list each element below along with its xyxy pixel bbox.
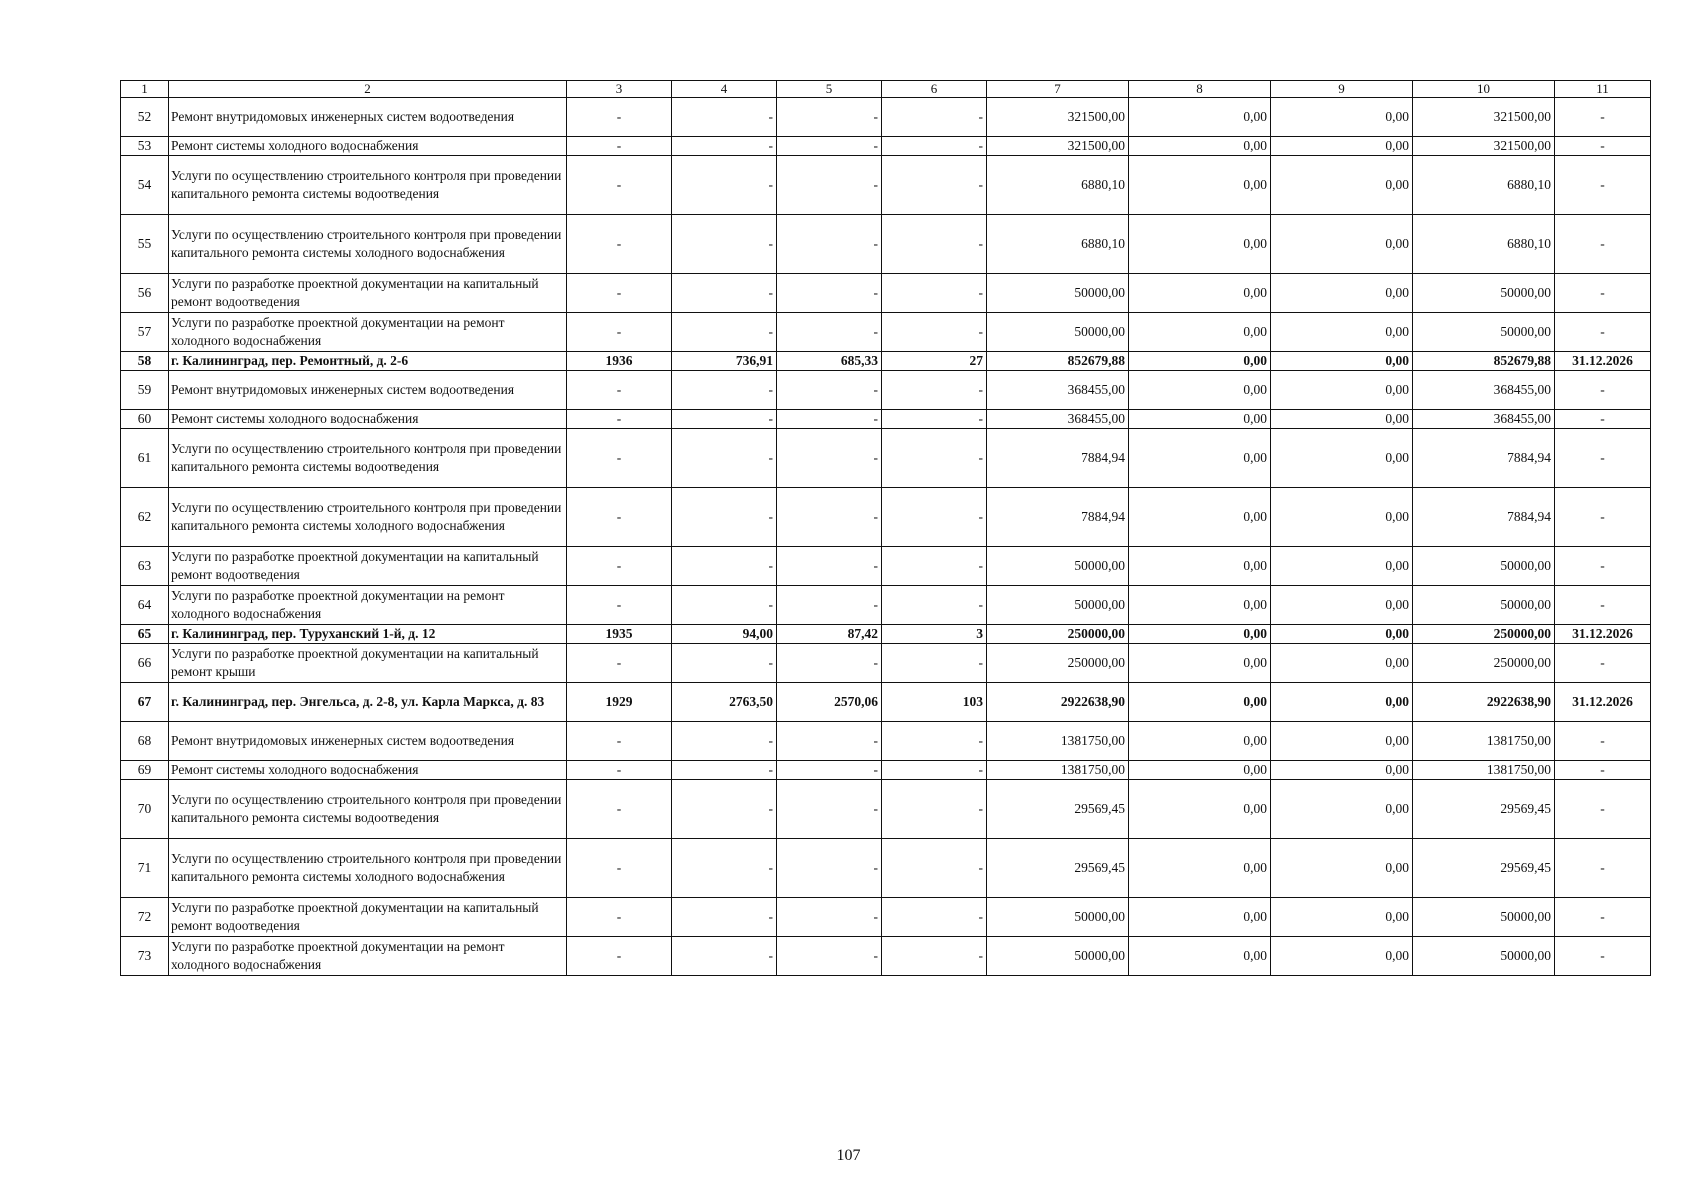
deadline-cell: - — [1555, 761, 1651, 780]
area-living-cell: - — [777, 215, 882, 274]
cost-col9-cell: 0,00 — [1271, 352, 1413, 371]
area-total-cell: - — [672, 586, 777, 625]
row-name-cell: Услуги по разработке проектной документации на капитальный ремонт водоотведения — [169, 274, 567, 313]
year-cell: 1935 — [567, 625, 672, 644]
row-name-cell: Ремонт системы холодного водоснабжения — [169, 410, 567, 429]
row-number-cell: 59 — [121, 371, 169, 410]
table-row — [121, 98, 1651, 137]
cost-total-cell: 852679,88 — [987, 352, 1129, 371]
row-name-cell: Услуги по осуществлению строительного контроля при проведении капитального ремонта системы холодного водоснабжения — [169, 488, 567, 547]
year-cell: 1936 — [567, 352, 672, 371]
year-cell: - — [567, 98, 672, 137]
residents-cell: - — [882, 722, 987, 761]
column-header: 7 — [987, 81, 1129, 98]
deadline-cell: - — [1555, 371, 1651, 410]
row-number-cell: 64 — [121, 586, 169, 625]
cost-total-cell: 1381750,00 — [987, 761, 1129, 780]
row-name-cell: Услуги по разработке проектной документации на ремонт холодного водоснабжения — [169, 937, 567, 976]
cost-total-cell: 250000,00 — [987, 644, 1129, 683]
cost-col9-cell: 0,00 — [1271, 839, 1413, 898]
cost-col8-cell: 0,00 — [1129, 586, 1271, 625]
area-living-cell: - — [777, 274, 882, 313]
residents-cell: - — [882, 937, 987, 976]
deadline-cell: - — [1555, 429, 1651, 488]
row-name-cell: г. Калининград, пер. Туруханский 1-й, д. 12 — [169, 625, 567, 644]
row-name-cell: г. Калининград, пер. Энгельса, д. 2-8, ул. Карла Маркса, д. 83 — [169, 683, 567, 722]
row-number-cell: 69 — [121, 761, 169, 780]
cost-col10-cell: 50000,00 — [1413, 313, 1555, 352]
area-total-cell: - — [672, 761, 777, 780]
row-number-cell: 68 — [121, 722, 169, 761]
cost-col10-cell: 29569,45 — [1413, 780, 1555, 839]
cost-col10-cell: 50000,00 — [1413, 547, 1555, 586]
year-cell: - — [567, 429, 672, 488]
table-row — [121, 780, 1651, 839]
year-cell: - — [567, 274, 672, 313]
row-name-cell: Ремонт системы холодного водоснабжения — [169, 137, 567, 156]
row-number-cell: 55 — [121, 215, 169, 274]
cost-col8-cell: 0,00 — [1129, 780, 1271, 839]
residents-cell: - — [882, 371, 987, 410]
row-number-cell: 66 — [121, 644, 169, 683]
column-header: 9 — [1271, 81, 1413, 98]
table-row — [121, 839, 1651, 898]
year-cell: - — [567, 137, 672, 156]
cost-col9-cell: 0,00 — [1271, 586, 1413, 625]
area-living-cell: - — [777, 937, 882, 976]
cost-col8-cell: 0,00 — [1129, 352, 1271, 371]
area-living-cell: - — [777, 137, 882, 156]
area-total-cell: 2763,50 — [672, 683, 777, 722]
column-header: 5 — [777, 81, 882, 98]
row-number-cell: 56 — [121, 274, 169, 313]
residents-cell: - — [882, 429, 987, 488]
residents-cell: - — [882, 274, 987, 313]
residents-cell: - — [882, 137, 987, 156]
cost-col9-cell: 0,00 — [1271, 137, 1413, 156]
area-total-cell: - — [672, 215, 777, 274]
cost-total-cell: 1381750,00 — [987, 722, 1129, 761]
deadline-cell: - — [1555, 937, 1651, 976]
row-number-cell: 67 — [121, 683, 169, 722]
deadline-cell: - — [1555, 98, 1651, 137]
area-total-cell: - — [672, 429, 777, 488]
row-number-cell: 63 — [121, 547, 169, 586]
row-number-cell: 53 — [121, 137, 169, 156]
cost-total-cell: 29569,45 — [987, 839, 1129, 898]
year-cell: - — [567, 156, 672, 215]
area-living-cell: - — [777, 839, 882, 898]
row-number-cell: 62 — [121, 488, 169, 547]
residents-cell: - — [882, 488, 987, 547]
column-header: 6 — [882, 81, 987, 98]
column-header: 2 — [169, 81, 567, 98]
residents-cell: - — [882, 547, 987, 586]
year-cell: - — [567, 761, 672, 780]
residents-cell: - — [882, 410, 987, 429]
area-total-cell: - — [672, 410, 777, 429]
residents-cell: - — [882, 898, 987, 937]
row-name-cell: Услуги по осуществлению строительного контроля при проведении капитального ремонта системы водоотведения — [169, 780, 567, 839]
table-row — [121, 352, 1651, 371]
cost-col8-cell: 0,00 — [1129, 898, 1271, 937]
deadline-cell: - — [1555, 215, 1651, 274]
deadline-cell: - — [1555, 780, 1651, 839]
cost-total-cell: 50000,00 — [987, 547, 1129, 586]
cost-col9-cell: 0,00 — [1271, 429, 1413, 488]
cost-col8-cell: 0,00 — [1129, 156, 1271, 215]
table-body — [121, 81, 1651, 976]
year-cell: - — [567, 215, 672, 274]
cost-col9-cell: 0,00 — [1271, 780, 1413, 839]
deadline-cell: - — [1555, 547, 1651, 586]
cost-col9-cell: 0,00 — [1271, 625, 1413, 644]
area-living-cell: - — [777, 156, 882, 215]
year-cell: - — [567, 313, 672, 352]
table-row — [121, 586, 1651, 625]
row-number-cell: 61 — [121, 429, 169, 488]
row-name-cell: Услуги по разработке проектной документации на капитальный ремонт водоотведения — [169, 898, 567, 937]
area-total-cell: - — [672, 137, 777, 156]
cost-col10-cell: 321500,00 — [1413, 137, 1555, 156]
cost-col8-cell: 0,00 — [1129, 547, 1271, 586]
table-row — [121, 761, 1651, 780]
deadline-cell: - — [1555, 644, 1651, 683]
column-header: 8 — [1129, 81, 1271, 98]
area-living-cell: - — [777, 761, 882, 780]
row-name-cell: Ремонт внутридомовых инженерных систем водоотведения — [169, 371, 567, 410]
cost-col9-cell: 0,00 — [1271, 410, 1413, 429]
table-row — [121, 410, 1651, 429]
table-row — [121, 625, 1651, 644]
cost-total-cell: 50000,00 — [987, 586, 1129, 625]
cost-col9-cell: 0,00 — [1271, 371, 1413, 410]
cost-col10-cell: 2922638,90 — [1413, 683, 1555, 722]
table-row — [121, 898, 1651, 937]
area-total-cell: - — [672, 644, 777, 683]
cost-col10-cell: 368455,00 — [1413, 410, 1555, 429]
row-name-cell: Услуги по осуществлению строительного контроля при проведении капитального ремонта системы водоотведения — [169, 156, 567, 215]
area-living-cell: - — [777, 547, 882, 586]
year-cell: - — [567, 644, 672, 683]
area-living-cell: - — [777, 586, 882, 625]
cost-col8-cell: 0,00 — [1129, 215, 1271, 274]
row-number-cell: 60 — [121, 410, 169, 429]
area-total-cell: - — [672, 371, 777, 410]
year-cell: - — [567, 488, 672, 547]
cost-col8-cell: 0,00 — [1129, 410, 1271, 429]
row-number-cell: 65 — [121, 625, 169, 644]
cost-total-cell: 29569,45 — [987, 780, 1129, 839]
page-number: 107 — [836, 1147, 861, 1164]
year-cell: - — [567, 839, 672, 898]
area-living-cell: - — [777, 722, 882, 761]
residents-cell: 103 — [882, 683, 987, 722]
table-row — [121, 547, 1651, 586]
column-header: 4 — [672, 81, 777, 98]
table-row — [121, 371, 1651, 410]
row-number-cell: 72 — [121, 898, 169, 937]
cost-total-cell: 50000,00 — [987, 898, 1129, 937]
table-row — [121, 937, 1651, 976]
area-total-cell: - — [672, 937, 777, 976]
cost-col10-cell: 7884,94 — [1413, 429, 1555, 488]
cost-col10-cell: 29569,45 — [1413, 839, 1555, 898]
cost-col8-cell: 0,00 — [1129, 839, 1271, 898]
area-total-cell: - — [672, 898, 777, 937]
row-name-cell: Услуги по разработке проектной документации на капитальный ремонт водоотведения — [169, 547, 567, 586]
cost-total-cell: 368455,00 — [987, 410, 1129, 429]
cost-col10-cell: 50000,00 — [1413, 898, 1555, 937]
deadline-cell: - — [1555, 722, 1651, 761]
row-name-cell: Услуги по осуществлению строительного контроля при проведении капитального ремонта системы водоотведения — [169, 429, 567, 488]
year-cell: - — [567, 937, 672, 976]
year-cell: - — [567, 898, 672, 937]
cost-col9-cell: 0,00 — [1271, 644, 1413, 683]
cost-col10-cell: 50000,00 — [1413, 274, 1555, 313]
row-number-cell: 70 — [121, 780, 169, 839]
cost-col9-cell: 0,00 — [1271, 898, 1413, 937]
area-total-cell: - — [672, 313, 777, 352]
works-table — [120, 80, 1651, 976]
cost-col10-cell: 6880,10 — [1413, 215, 1555, 274]
cost-total-cell: 368455,00 — [987, 371, 1129, 410]
cost-total-cell: 50000,00 — [987, 274, 1129, 313]
deadline-cell: - — [1555, 137, 1651, 156]
area-total-cell: - — [672, 780, 777, 839]
deadline-cell: - — [1555, 586, 1651, 625]
cost-col9-cell: 0,00 — [1271, 761, 1413, 780]
deadline-cell: - — [1555, 156, 1651, 215]
area-living-cell: - — [777, 98, 882, 137]
table-row — [121, 274, 1651, 313]
table-row — [121, 488, 1651, 547]
area-living-cell: 685,33 — [777, 352, 882, 371]
residents-cell: - — [882, 215, 987, 274]
cost-col10-cell: 852679,88 — [1413, 352, 1555, 371]
deadline-cell: - — [1555, 313, 1651, 352]
cost-col8-cell: 0,00 — [1129, 429, 1271, 488]
area-living-cell: - — [777, 429, 882, 488]
cost-total-cell: 250000,00 — [987, 625, 1129, 644]
area-living-cell: - — [777, 780, 882, 839]
area-living-cell: 87,42 — [777, 625, 882, 644]
row-name-cell: Услуги по разработке проектной документации на капитальный ремонт крыши — [169, 644, 567, 683]
cost-col9-cell: 0,00 — [1271, 156, 1413, 215]
area-living-cell: 2570,06 — [777, 683, 882, 722]
row-name-cell: Ремонт внутридомовых инженерных систем водоотведения — [169, 722, 567, 761]
residents-cell: - — [882, 156, 987, 215]
residents-cell: 3 — [882, 625, 987, 644]
deadline-cell: - — [1555, 839, 1651, 898]
cost-total-cell: 6880,10 — [987, 156, 1129, 215]
residents-cell: - — [882, 98, 987, 137]
cost-col8-cell: 0,00 — [1129, 761, 1271, 780]
cost-total-cell: 50000,00 — [987, 313, 1129, 352]
row-name-cell: Услуги по разработке проектной документации на ремонт холодного водоснабжения — [169, 313, 567, 352]
cost-col10-cell: 50000,00 — [1413, 937, 1555, 976]
year-cell: - — [567, 780, 672, 839]
area-total-cell: 94,00 — [672, 625, 777, 644]
cost-col10-cell: 250000,00 — [1413, 644, 1555, 683]
area-total-cell: - — [672, 839, 777, 898]
column-header: 1 — [121, 81, 169, 98]
cost-col8-cell: 0,00 — [1129, 683, 1271, 722]
row-name-cell: Услуги по осуществлению строительного контроля при проведении капитального ремонта системы холодного водоснабжения — [169, 839, 567, 898]
year-cell: - — [567, 547, 672, 586]
deadline-cell: - — [1555, 410, 1651, 429]
cost-col10-cell: 7884,94 — [1413, 488, 1555, 547]
deadline-cell: - — [1555, 898, 1651, 937]
table-row — [121, 137, 1651, 156]
cost-col9-cell: 0,00 — [1271, 722, 1413, 761]
table-row — [121, 156, 1651, 215]
cost-col9-cell: 0,00 — [1271, 313, 1413, 352]
cost-col8-cell: 0,00 — [1129, 488, 1271, 547]
row-number-cell: 73 — [121, 937, 169, 976]
cost-col10-cell: 368455,00 — [1413, 371, 1555, 410]
table-row — [121, 215, 1651, 274]
cost-total-cell: 7884,94 — [987, 429, 1129, 488]
residents-cell: - — [882, 313, 987, 352]
area-living-cell: - — [777, 488, 882, 547]
residents-cell: - — [882, 780, 987, 839]
year-cell: 1929 — [567, 683, 672, 722]
row-name-cell: Ремонт внутридомовых инженерных систем водоотведения — [169, 98, 567, 137]
cost-col9-cell: 0,00 — [1271, 98, 1413, 137]
year-cell: - — [567, 371, 672, 410]
residents-cell: 27 — [882, 352, 987, 371]
area-total-cell: - — [672, 98, 777, 137]
residents-cell: - — [882, 586, 987, 625]
cost-col8-cell: 0,00 — [1129, 98, 1271, 137]
residents-cell: - — [882, 644, 987, 683]
table-row — [121, 722, 1651, 761]
area-living-cell: - — [777, 644, 882, 683]
cost-total-cell: 50000,00 — [987, 937, 1129, 976]
cost-col10-cell: 50000,00 — [1413, 586, 1555, 625]
year-cell: - — [567, 586, 672, 625]
deadline-cell: - — [1555, 488, 1651, 547]
residents-cell: - — [882, 761, 987, 780]
table-row — [121, 313, 1651, 352]
row-name-cell: Услуги по осуществлению строительного контроля при проведении капитального ремонта системы холодного водоснабжения — [169, 215, 567, 274]
cost-col10-cell: 250000,00 — [1413, 625, 1555, 644]
deadline-cell: 31.12.2026 — [1555, 683, 1651, 722]
row-number-cell: 71 — [121, 839, 169, 898]
cost-col9-cell: 0,00 — [1271, 488, 1413, 547]
area-living-cell: - — [777, 410, 882, 429]
cost-total-cell: 7884,94 — [987, 488, 1129, 547]
area-total-cell: - — [672, 274, 777, 313]
cost-col10-cell: 321500,00 — [1413, 98, 1555, 137]
area-total-cell: - — [672, 547, 777, 586]
year-cell: - — [567, 410, 672, 429]
cost-col10-cell: 6880,10 — [1413, 156, 1555, 215]
cost-col8-cell: 0,00 — [1129, 937, 1271, 976]
area-living-cell: - — [777, 371, 882, 410]
cost-col8-cell: 0,00 — [1129, 644, 1271, 683]
area-total-cell: 736,91 — [672, 352, 777, 371]
cost-col9-cell: 0,00 — [1271, 683, 1413, 722]
column-header: 10 — [1413, 81, 1555, 98]
cost-col9-cell: 0,00 — [1271, 274, 1413, 313]
column-header: 3 — [567, 81, 672, 98]
cost-col8-cell: 0,00 — [1129, 722, 1271, 761]
residents-cell: - — [882, 839, 987, 898]
row-name-cell: г. Калининград, пер. Ремонтный, д. 2-6 — [169, 352, 567, 371]
row-number-cell: 57 — [121, 313, 169, 352]
row-name-cell: Ремонт системы холодного водоснабжения — [169, 761, 567, 780]
cost-col9-cell: 0,00 — [1271, 547, 1413, 586]
cost-col8-cell: 0,00 — [1129, 313, 1271, 352]
deadline-cell: 31.12.2026 — [1555, 625, 1651, 644]
deadline-cell: 31.12.2026 — [1555, 352, 1651, 371]
cost-total-cell: 6880,10 — [987, 215, 1129, 274]
table-row — [121, 429, 1651, 488]
deadline-cell: - — [1555, 274, 1651, 313]
cost-col10-cell: 1381750,00 — [1413, 761, 1555, 780]
area-total-cell: - — [672, 488, 777, 547]
column-header: 11 — [1555, 81, 1651, 98]
cost-col9-cell: 0,00 — [1271, 215, 1413, 274]
row-number-cell: 52 — [121, 98, 169, 137]
area-total-cell: - — [672, 722, 777, 761]
column-number-header-row — [121, 81, 1651, 98]
cost-total-cell: 2922638,90 — [987, 683, 1129, 722]
cost-col8-cell: 0,00 — [1129, 371, 1271, 410]
area-total-cell: - — [672, 156, 777, 215]
cost-total-cell: 321500,00 — [987, 98, 1129, 137]
row-name-cell: Услуги по разработке проектной документации на ремонт холодного водоснабжения — [169, 586, 567, 625]
cost-col8-cell: 0,00 — [1129, 274, 1271, 313]
cost-col8-cell: 0,00 — [1129, 625, 1271, 644]
table-row — [121, 683, 1651, 722]
area-living-cell: - — [777, 898, 882, 937]
table-row — [121, 644, 1651, 683]
row-number-cell: 58 — [121, 352, 169, 371]
area-living-cell: - — [777, 313, 882, 352]
year-cell: - — [567, 722, 672, 761]
cost-col8-cell: 0,00 — [1129, 137, 1271, 156]
cost-col10-cell: 1381750,00 — [1413, 722, 1555, 761]
cost-total-cell: 321500,00 — [987, 137, 1129, 156]
row-number-cell: 54 — [121, 156, 169, 215]
cost-col9-cell: 0,00 — [1271, 937, 1413, 976]
